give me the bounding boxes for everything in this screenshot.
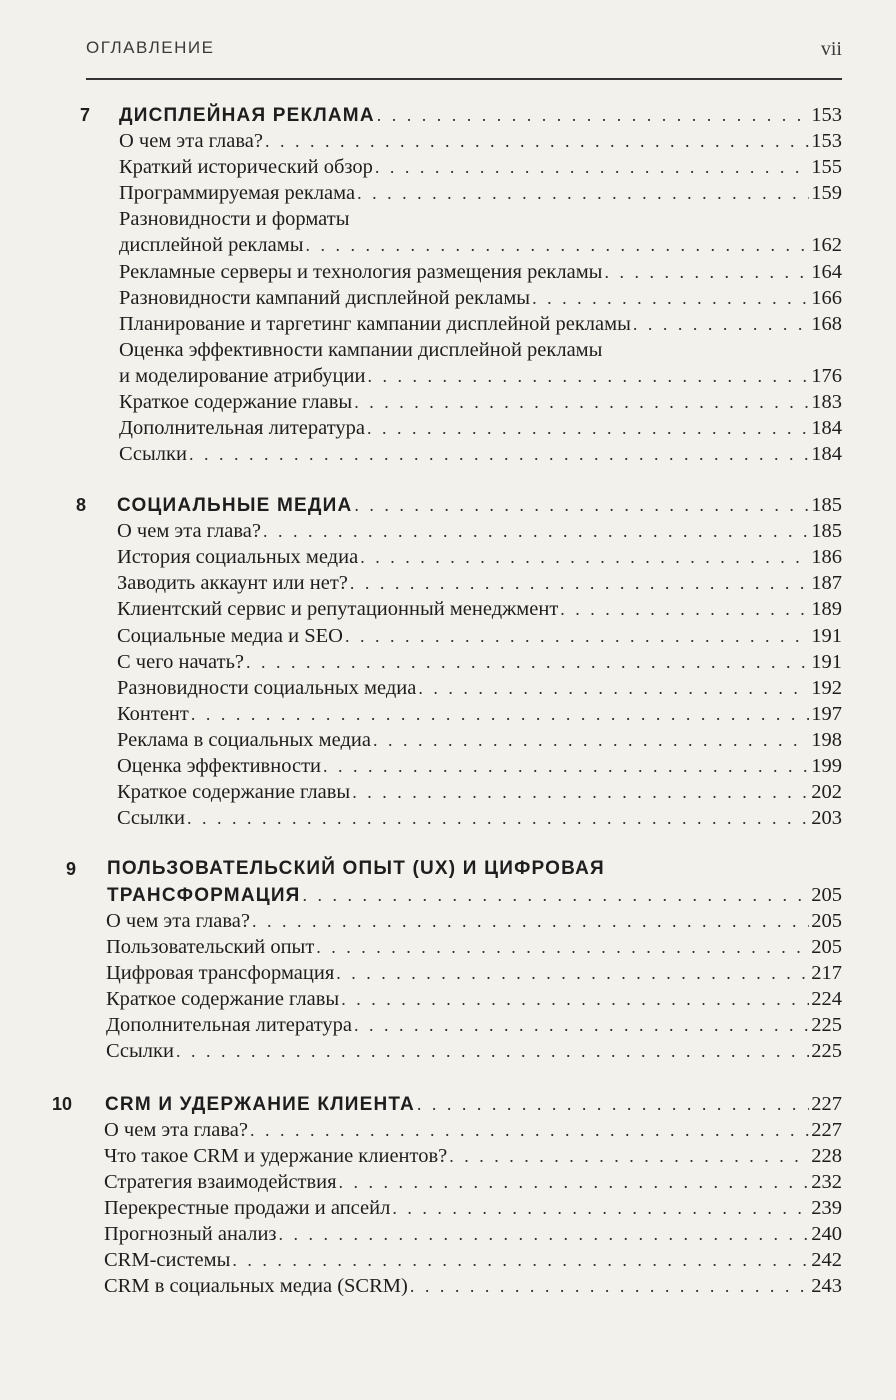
dot-leader [350,570,809,596]
dot-leader [303,882,810,908]
entry-title: дисплейной рекламы [119,234,304,257]
toc-entry[interactable] [117,753,842,779]
dot-leader [339,1169,810,1195]
dot-leader [354,389,809,415]
toc-entry[interactable] [106,1012,842,1038]
chapter-number: 8 [75,495,86,515]
dot-leader [560,596,809,622]
entry-page-number: 243 [811,1275,842,1297]
toc-entry[interactable] [104,1143,842,1169]
chapter-title-line: ПОЛЬЗОВАТЕЛЬСКИЙ ОПЫТ (UX) И ЦИФРОВАЯ [107,858,605,879]
entry-title: Краткое содержание главы [106,988,340,1010]
toc-entry[interactable] [106,908,842,934]
entry-page-number: 202 [811,781,842,804]
entry-page-number: 242 [811,1249,842,1271]
entry-page-number: 227 [811,1119,842,1141]
entry-title: CRM-системы [104,1249,231,1271]
chapter-number: 7 [79,105,90,125]
toc-entry[interactable] [104,1221,842,1247]
toc-entry[interactable] [119,441,842,467]
entry-page-number: 205 [811,910,842,932]
dot-leader [367,363,809,389]
dot-leader [532,285,809,311]
dot-leader [252,908,809,934]
dot-leader [392,1195,809,1221]
toc-entry[interactable] [119,154,842,180]
dot-leader [191,701,809,727]
chapter-title[interactable] [105,1091,842,1118]
chapter-title[interactable] [119,102,842,129]
entry-page-number: 227 [811,1093,842,1115]
entry-page-number: 189 [811,598,842,621]
dot-leader [265,128,809,154]
entry-title: Программируемая реклама [119,182,356,205]
entry-page-number: 239 [811,1197,842,1219]
entry-page-number: 185 [811,520,842,543]
dot-leader [375,154,809,180]
entry-title: СОЦИАЛЬНЫЕ МЕДИА [117,495,353,516]
entry-page-number: 240 [811,1223,842,1245]
dot-leader [189,441,809,467]
entry-title: Пользовательский опыт [106,936,315,958]
chapter-number: 9 [65,859,76,879]
entry-page-number: 191 [811,624,842,647]
entry-page-number: 162 [811,234,842,257]
toc-entry[interactable] [117,570,842,596]
toc-entry[interactable] [106,1038,842,1064]
dot-leader [336,960,809,986]
entry-page-number: 159 [811,182,842,205]
entry-title: Разновидности кампаний дисплейной рекламы [119,286,531,309]
entry-title: ТРАНСФОРМАЦИЯ [107,885,301,906]
toc-entry[interactable] [104,1117,842,1143]
toc-entry[interactable] [104,1273,842,1299]
entry-page-number: 166 [811,286,842,309]
toc-entry[interactable] [117,675,842,701]
entry-title: История социальных медиа [117,546,359,569]
entry-page-number: 217 [811,962,842,984]
toc-entry[interactable] [117,805,842,831]
dot-leader [377,102,809,128]
entry-title: С чего начать? [117,650,245,673]
toc-entry[interactable] [104,1247,842,1273]
running-head [86,38,842,58]
dot-leader [323,753,809,779]
toc-entry[interactable] [119,128,842,154]
entry-title: Краткий исторический обзор [119,156,373,179]
dot-leader [604,259,809,285]
entry-title: Ссылки [106,1040,174,1062]
chapter-title[interactable] [107,856,842,909]
entry-title: Рекламные серверы и технология размещения рекламы [119,260,603,283]
entry-title: Перекрестные продажи и апсейл [104,1197,391,1219]
toc-entry[interactable] [119,180,842,206]
dot-leader [633,311,809,337]
dot-leader [373,727,809,753]
toc-entry[interactable] [117,727,842,753]
toc-entry[interactable] [119,415,842,441]
entry-page-number: 153 [811,130,842,153]
entry-title: Заводить аккаунт или нет? [117,572,348,595]
toc-entry[interactable] [104,1169,842,1195]
dot-leader [345,623,809,649]
entry-title: Что такое CRM и удержание клиентов? [104,1145,448,1167]
toc-entry[interactable] [117,518,842,544]
entry-page-number: 186 [811,546,842,569]
entry-title-line: Оценка эффективности кампании дисплейной рекламы [119,338,603,361]
entry-page-number: 164 [811,260,842,283]
entry-page-number: 184 [811,417,842,440]
dot-leader [357,180,809,206]
dot-leader [187,805,809,831]
entry-title: Цифровая трансформация [106,962,335,984]
dot-leader [279,1221,810,1247]
dot-leader [316,934,809,960]
toc-entry[interactable] [117,596,842,622]
entry-page-number: 232 [811,1171,842,1193]
dot-leader [360,544,809,570]
toc-entry[interactable] [106,934,842,960]
entry-page-number: 197 [811,702,842,725]
dot-leader [418,675,809,701]
entry-page-number: 205 [811,936,842,958]
chapter-title[interactable] [117,492,842,519]
toc-entry[interactable] [104,1195,842,1221]
entry-title: Разновидности социальных медиа [117,676,417,699]
entry-title: Дополнительная литература [119,417,365,440]
entry-title: и моделирование атрибуции [119,364,366,387]
entry-title: Контент [117,702,189,725]
toc-entry[interactable] [117,779,842,805]
dot-leader [263,518,809,544]
toc-entry[interactable] [119,389,842,415]
entry-page-number: 225 [811,1040,842,1062]
entry-page-number: 199 [811,755,842,777]
toc-entry[interactable] [119,285,842,311]
toc-entry[interactable] [119,259,842,285]
dot-leader [232,1247,809,1273]
toc-entry[interactable] [119,206,842,258]
entry-title: Дополнительная литература [106,1014,352,1036]
entry-page-number: 187 [811,572,842,595]
toc-entry[interactable] [117,701,842,727]
entry-title: Ссылки [117,807,185,830]
entry-title: CRM И УДЕРЖАНИЕ КЛИЕНТА [105,1094,415,1115]
entry-title: Прогнозный анализ [104,1223,277,1245]
entry-title: Реклама в социальных медиа [117,728,371,751]
toc-entry[interactable] [119,311,842,337]
entry-title: О чем эта глава? [119,130,263,153]
entry-page-number: 205 [811,884,842,906]
dot-leader [341,986,809,1012]
entry-title: Оценка эффективности [117,755,321,777]
chapter-number: 10 [51,1094,72,1114]
entry-page-number: 183 [811,391,842,414]
dot-leader [354,1012,809,1038]
toc-entry[interactable] [117,623,842,649]
entry-page-number: 155 [811,156,842,179]
dot-leader [246,649,809,675]
dot-leader [410,1273,809,1299]
dot-leader [352,779,809,805]
entry-page-number: 176 [811,364,842,387]
entry-page-number: 203 [811,807,842,830]
entry-page-number: 224 [811,988,842,1010]
entry-title: Краткое содержание главы [119,391,353,414]
dot-leader [367,415,809,441]
header-rule [86,78,842,80]
entry-page-number: 184 [811,443,842,466]
entry-page-number: 153 [811,104,842,126]
toc-entry[interactable] [119,337,842,389]
entry-title: Клиентский сервис и репутационный менеджмент [117,598,559,621]
dot-leader [305,232,809,258]
entry-title: О чем эта глава? [106,910,250,932]
dot-leader [176,1038,809,1064]
entry-title: Ссылки [119,443,187,466]
dot-leader [354,492,809,518]
entry-title: CRM в социальных медиа (SCRM) [104,1275,408,1297]
entry-page-number: 191 [811,650,842,673]
page-number: vii [820,38,842,60]
section-title: ОГЛАВЛЕНИЕ [86,38,215,57]
entry-title: ДИСПЛЕЙНАЯ РЕКЛАМА [119,105,375,126]
dot-leader [250,1117,809,1143]
toc-entry[interactable] [106,960,842,986]
entry-page-number: 168 [811,312,842,335]
entry-title: О чем эта глава? [104,1119,248,1141]
entry-page-number: 225 [811,1014,842,1036]
dot-leader [449,1143,809,1169]
toc-entry[interactable] [117,544,842,570]
entry-title: Социальные медиа и SEO [117,624,343,647]
toc-entry[interactable] [117,649,842,675]
entry-page-number: 192 [811,676,842,699]
entry-page-number: 185 [811,494,842,516]
toc-entry[interactable] [106,986,842,1012]
entry-page-number: 228 [811,1145,842,1167]
entry-page-number: 198 [811,728,842,751]
entry-title: О чем эта глава? [117,520,261,543]
entry-title: Краткое содержание главы [117,781,351,804]
dot-leader [417,1091,809,1117]
entry-title-line: Разновидности и форматы [119,208,350,231]
entry-title: Стратегия взаимодействия [104,1171,337,1193]
entry-title: Планирование и таргетинг кампании дисплейной рекламы [119,312,631,335]
